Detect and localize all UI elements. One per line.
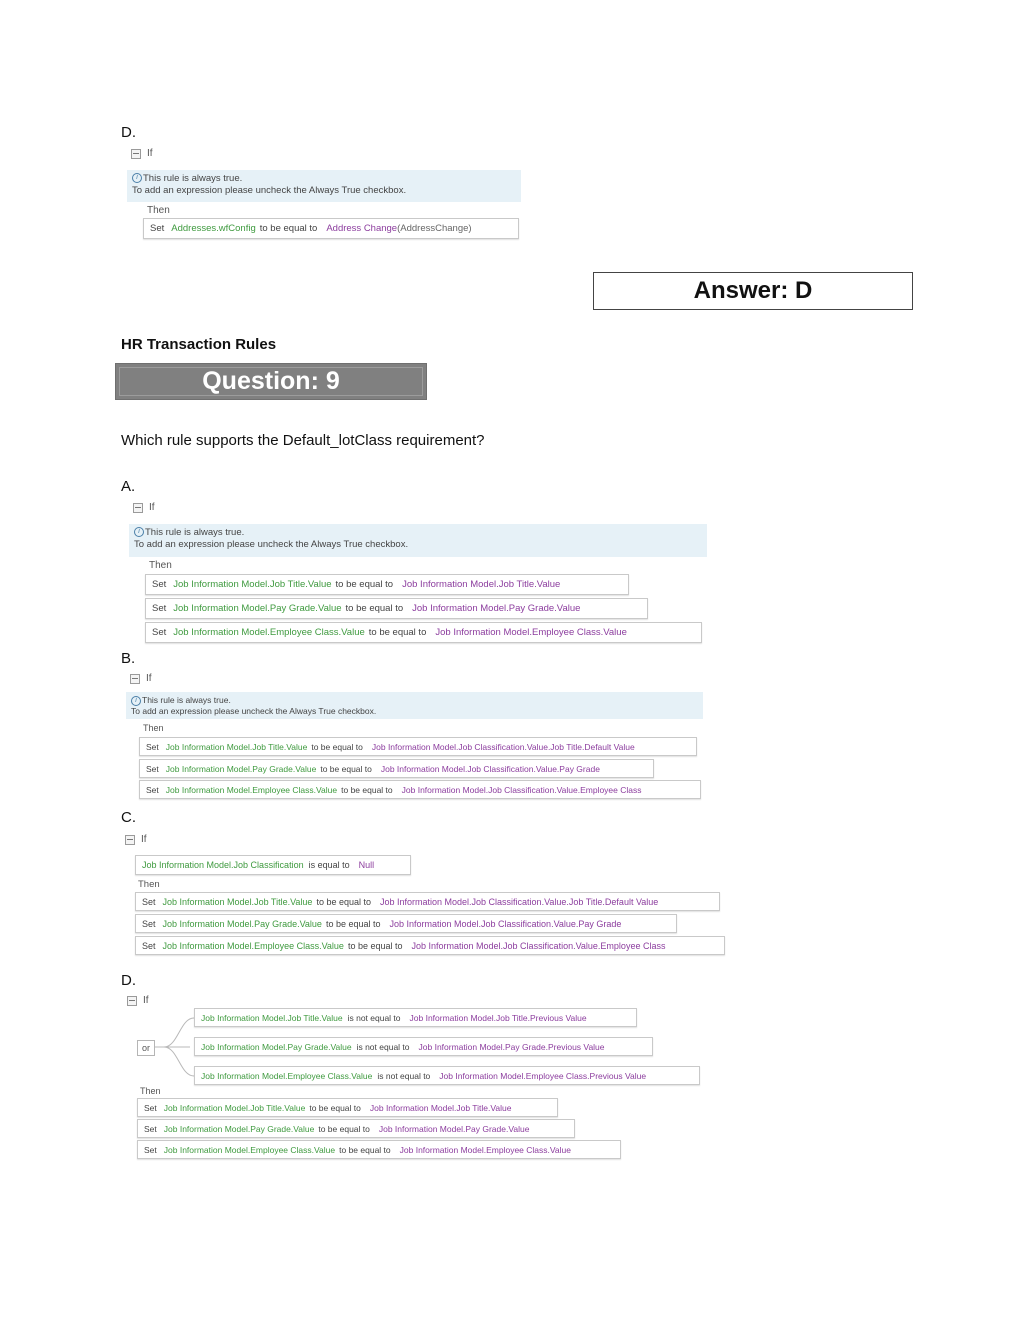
rule-field[interactable]: Job Information Model.Job Title.Value [165, 741, 308, 752]
condition-value[interactable]: Null [358, 860, 375, 870]
then-label: Then [140, 1086, 161, 1096]
rule-field[interactable]: Job Information Model.Employee Class.Value [173, 627, 365, 638]
rule-row[interactable] [139, 759, 654, 778]
rule-operator: to be equal to [345, 603, 404, 614]
if-label: If [149, 502, 155, 513]
then-label: Then [143, 723, 164, 733]
rule-value[interactable]: Job Information Model.Job Title.Value [402, 579, 561, 590]
option-letter: C. [121, 809, 136, 826]
rule-keyword: Set [144, 1102, 157, 1113]
condition-value[interactable]: Job Information Model.Pay Grade.Previous Value [418, 1041, 605, 1052]
rule-operator: to be equal to [325, 918, 381, 929]
option-letter: A. [121, 478, 136, 495]
rule-row[interactable] [145, 574, 629, 595]
or-operator-badge[interactable]: or [137, 1040, 155, 1056]
condition-operator: is equal to [308, 860, 350, 870]
rule-value[interactable]: Job Information Model.Employee Class.Value [435, 627, 627, 638]
if-header [125, 834, 147, 845]
section-title: HR Transaction Rules [121, 336, 277, 353]
rule-row[interactable] [135, 936, 725, 955]
rule-field[interactable]: Job Information Model.Pay Grade.Value [163, 1123, 315, 1134]
condition-row[interactable] [194, 1037, 653, 1056]
rule-keyword: Set [152, 603, 167, 614]
rule-keyword: Set [144, 1144, 157, 1155]
option-letter: D. [121, 972, 136, 989]
condition-row[interactable] [194, 1066, 700, 1085]
condition-value[interactable]: Job Information Model.Employee Class.Previous Value [439, 1070, 647, 1081]
rule-keyword: Set [142, 896, 156, 907]
rule-value[interactable]: Job Information Model.Job Classification.Value.Pay Grade [389, 918, 622, 929]
rule-field[interactable]: Job Information Model.Employee Class.Value [163, 1144, 336, 1155]
rule-operator: to be equal to [368, 627, 427, 638]
info-line: To add an expression please uncheck the Always True checkbox. [134, 539, 409, 550]
rule-field[interactable]: Job Information Model.Pay Grade.Value [173, 603, 342, 614]
rule-row[interactable] [135, 914, 677, 933]
condition-field[interactable]: Job Information Model.Job Classification [142, 860, 304, 870]
rule-keyword: Set [152, 627, 167, 638]
info-box [129, 524, 707, 557]
if-label: If [147, 148, 153, 159]
rule-operator: to be equal to [341, 784, 393, 795]
rule-value[interactable]: Address Change [326, 223, 398, 234]
rule-operator: to be equal to [316, 896, 371, 907]
condition-field[interactable]: Job Information Model.Pay Grade.Value [201, 1041, 352, 1052]
rule-field[interactable]: Addresses.wfConfig [171, 223, 256, 234]
rule-operator: to be equal to [335, 579, 394, 590]
info-line: To add an expression please uncheck the Always True checkbox. [131, 705, 377, 716]
question-banner [115, 363, 427, 400]
condition-operator: is not equal to [356, 1041, 410, 1052]
rule-value[interactable]: Job Information Model.Job Classification.Value.Job Title.Default Value [379, 896, 659, 907]
rule-keyword: Set [150, 223, 165, 234]
option-letter: B. [121, 650, 136, 667]
rule-operator: to be equal to [347, 940, 403, 951]
condition-operator: is not equal to [377, 1070, 431, 1081]
info-line: This rule is always true. [142, 695, 231, 705]
rule-value[interactable]: Job Information Model.Job Classification.Value.Employee Class [401, 784, 642, 795]
rule-value[interactable]: Job Information Model.Employee Class.Value [399, 1144, 571, 1155]
collapse-icon[interactable] [125, 835, 135, 845]
if-label: If [146, 673, 152, 684]
then-label: Then [147, 205, 170, 216]
rule-row[interactable] [143, 218, 519, 239]
condition-field[interactable]: Job Information Model.Job Title.Value [201, 1012, 343, 1023]
then-label: Then [138, 879, 160, 890]
info-icon: i [131, 696, 141, 706]
answer-box: Answer: D [593, 272, 913, 310]
rule-value[interactable]: Job Information Model.Job Classification.Value.Employee Class [411, 940, 666, 951]
rule-operator: to be equal to [320, 763, 372, 774]
rule-keyword: Set [146, 741, 159, 752]
info-icon: i [132, 173, 142, 183]
if-header [131, 148, 153, 159]
then-label: Then [149, 560, 172, 571]
if-label: If [143, 995, 149, 1006]
rule-field[interactable]: Job Information Model.Employee Class.Value [162, 940, 344, 951]
condition-field[interactable]: Job Information Model.Employee Class.Value [201, 1070, 373, 1081]
info-box [127, 170, 521, 202]
rule-operator: to be equal to [309, 1102, 361, 1113]
rule-keyword: Set [146, 763, 159, 774]
condition-row[interactable] [135, 855, 411, 875]
info-box [126, 692, 703, 719]
rule-row[interactable] [139, 780, 701, 799]
collapse-icon[interactable] [131, 149, 141, 159]
rule-value[interactable]: Job Information Model.Job Classification.Value.Job Title.Default Value [371, 741, 635, 752]
collapse-icon[interactable] [133, 503, 143, 513]
rule-keyword: Set [142, 918, 156, 929]
question-text: Which rule supports the Default_lotClass requirement? [121, 432, 485, 449]
if-label: If [141, 834, 147, 845]
condition-row[interactable] [194, 1008, 637, 1027]
info-line: To add an expression please uncheck the Always True checkbox. [132, 185, 407, 196]
rule-keyword: Set [152, 579, 167, 590]
rule-value-code: (AddressChange) [397, 223, 472, 234]
rule-row[interactable] [137, 1140, 621, 1159]
rule-field[interactable]: Job Information Model.Pay Grade.Value [162, 918, 322, 929]
rule-keyword: Set [144, 1123, 157, 1134]
condition-operator: is not equal to [347, 1012, 401, 1023]
rule-value[interactable]: Job Information Model.Pay Grade.Value [412, 603, 581, 614]
rule-row[interactable] [145, 598, 648, 619]
rule-operator: to be equal to [311, 741, 363, 752]
rule-operator: to be equal to [318, 1123, 370, 1134]
if-header [133, 502, 155, 513]
rule-operator: to be equal to [339, 1144, 391, 1155]
rule-row[interactable] [137, 1119, 575, 1138]
rule-field[interactable]: Job Information Model.Pay Grade.Value [165, 763, 317, 774]
rule-row[interactable] [137, 1098, 558, 1117]
if-header [130, 673, 152, 684]
rule-field[interactable]: Job Information Model.Job Title.Value [173, 579, 332, 590]
rule-field[interactable]: Job Information Model.Employee Class.Value [165, 784, 338, 795]
rule-row[interactable] [145, 622, 702, 643]
rule-row[interactable] [139, 737, 697, 756]
rule-keyword: Set [146, 784, 159, 795]
if-header [127, 995, 149, 1006]
rule-value[interactable]: Job Information Model.Pay Grade.Value [378, 1123, 530, 1134]
info-icon: i [134, 527, 144, 537]
rule-field[interactable]: Job Information Model.Job Title.Value [163, 1102, 306, 1113]
or-connector-lines [150, 1010, 200, 1086]
rule-value[interactable]: Job Information Model.Job Title.Value [369, 1102, 512, 1113]
condition-value[interactable]: Job Information Model.Job Title.Previous Value [409, 1012, 587, 1023]
info-line: This rule is always true. [143, 173, 243, 184]
rule-keyword: Set [142, 940, 156, 951]
rule-operator: to be equal to [259, 223, 318, 234]
info-line: This rule is always true. [145, 527, 245, 538]
option-letter: D. [121, 124, 136, 141]
question-number: Question: 9 [202, 367, 340, 395]
collapse-icon[interactable] [130, 674, 140, 684]
collapse-icon[interactable] [127, 996, 137, 1006]
rule-field[interactable]: Job Information Model.Job Title.Value [162, 896, 313, 907]
rule-value[interactable]: Job Information Model.Job Classification.Value.Pay Grade [380, 763, 600, 774]
rule-row[interactable] [135, 892, 720, 911]
